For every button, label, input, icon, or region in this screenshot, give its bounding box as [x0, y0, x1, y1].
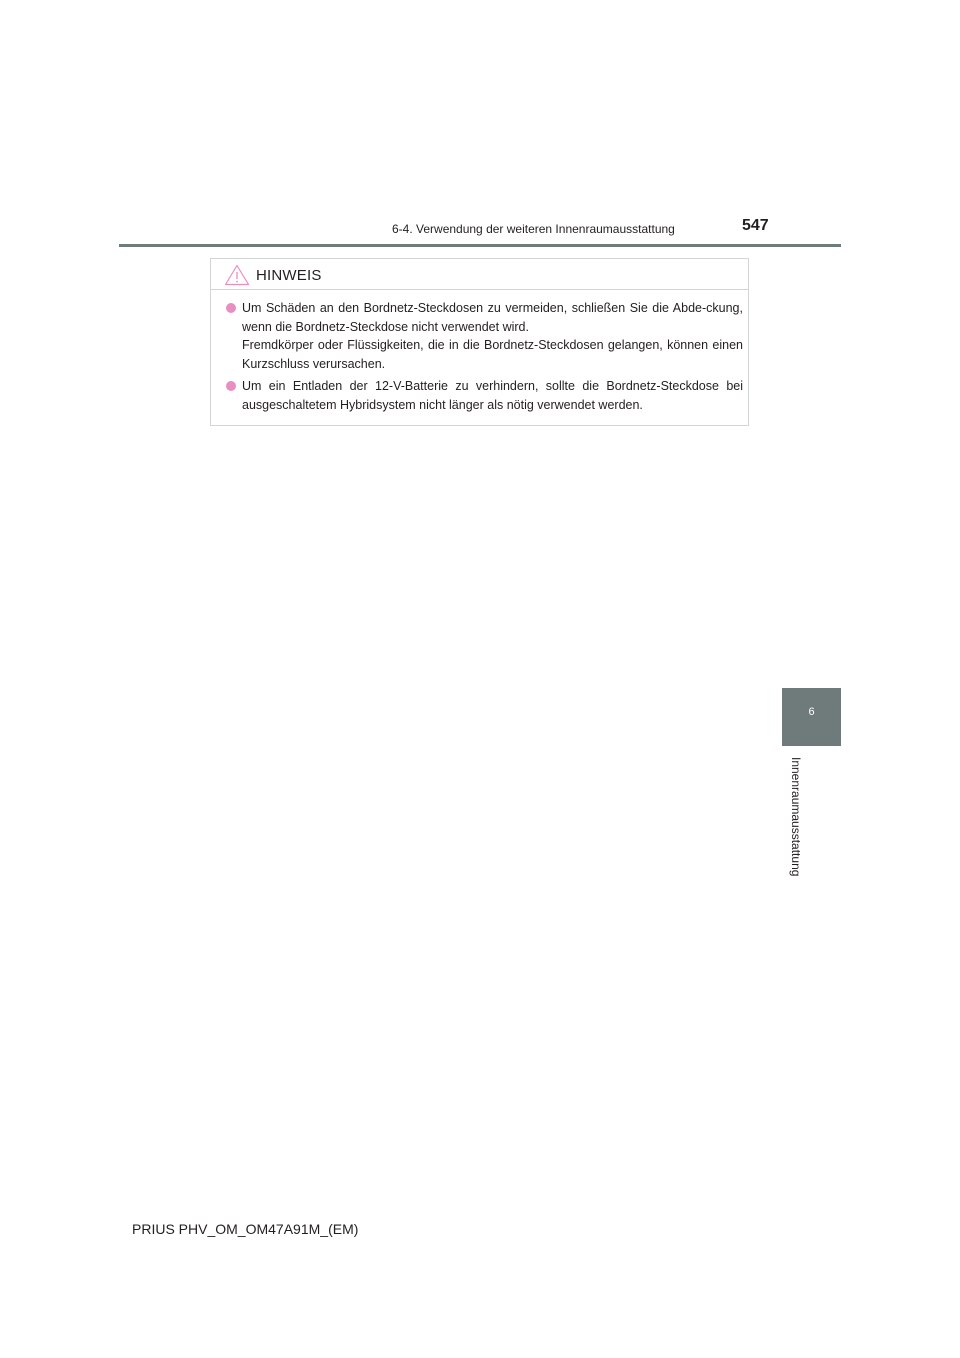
notice-header	[224, 264, 322, 286]
chapter-number: 6	[808, 706, 815, 718]
notice-item	[226, 299, 743, 373]
notice-paragraph: Um ein Entladen der 12-V-Batterie zu verhindern, sollte die Bordnetz-Steckdose bei ausgeschaltetem Hybridsystem nicht länger als nötig verwendet werden.	[242, 379, 743, 412]
warning-triangle-icon	[224, 264, 250, 286]
footer-manual-code: PRIUS PHV_OM_OM47A91M_(EM)	[132, 1221, 359, 1237]
page-header-title: 6-4. Verwendung der weiteren Innenraumausstattung	[392, 222, 675, 236]
header-rule	[119, 244, 841, 247]
notice-divider	[211, 289, 748, 290]
chapter-tab	[782, 688, 841, 746]
notice-paragraph: Um Schäden an den Bordnetz-Steckdosen zu vermeiden, schließen Sie die Abde-ckung, wenn die Bordnetz-Steckdose nicht verwendet wird.	[242, 301, 743, 334]
chapter-label: Innenraumausstattung	[789, 757, 803, 877]
page-number: 547	[742, 217, 769, 234]
notice-paragraph: Fremdkörper oder Flüssigkeiten, die in die Bordnetz-Steckdosen gelangen, können einen Kurzschluss verursachen.	[242, 338, 743, 371]
bullet-icon	[226, 303, 236, 313]
notice-title: HINWEIS	[256, 266, 322, 284]
notice-list	[226, 299, 743, 418]
notice-box	[210, 258, 749, 426]
notice-item	[226, 377, 743, 414]
bullet-icon	[226, 381, 236, 391]
